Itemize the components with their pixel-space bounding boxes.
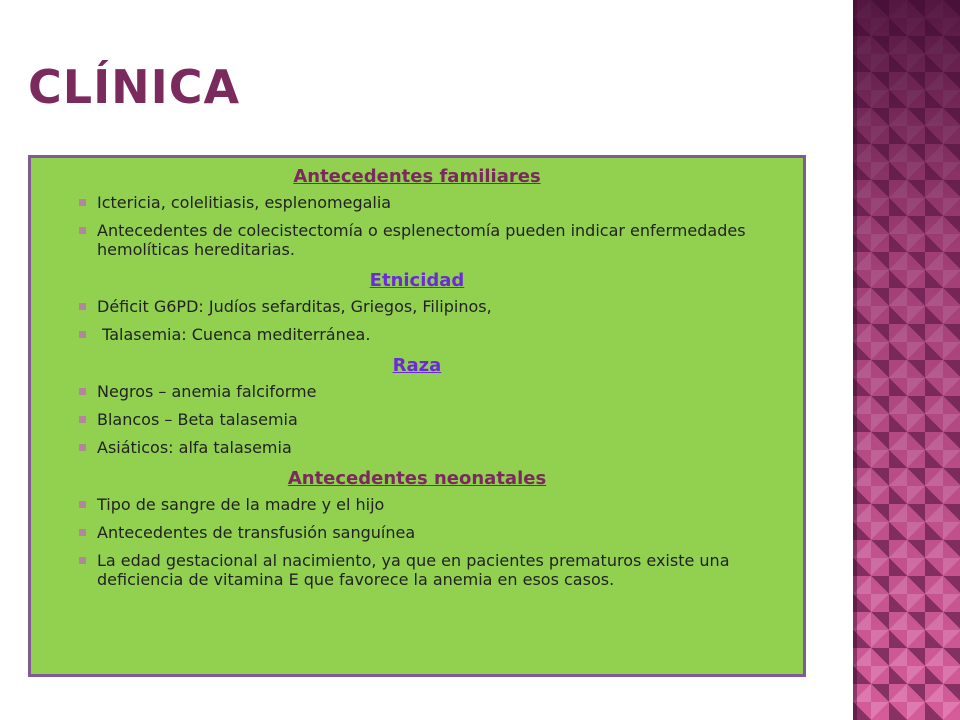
list-neonatales (51, 495, 783, 589)
list-etnicidad (51, 297, 783, 344)
list-item: Antecedentes de colecistectomía o esplenectomía pueden indicar enfermedades hemolíticas hereditarias. (51, 221, 783, 259)
slide-title: CLÍNICA (28, 60, 241, 114)
list-item: Déficit G6PD: Judíos sefarditas, Griegos, Filipinos, (51, 297, 783, 316)
content-box (28, 155, 806, 677)
section-heading-raza: Raza (392, 355, 442, 376)
list-item: Antecedentes de transfusión sanguínea (51, 523, 783, 542)
list-item: Negros – anemia falciforme (51, 382, 783, 401)
square-bullet-icon (79, 557, 86, 564)
square-bullet-icon (79, 227, 86, 234)
square-bullet-icon (79, 444, 86, 451)
list-item: Tipo de sangre de la madre y el hijo (51, 495, 783, 514)
section-heading-etnicidad: Etnicidad (369, 270, 465, 291)
square-bullet-icon (79, 501, 86, 508)
decorative-side-band (853, 0, 960, 720)
section-heading-familiares: Antecedentes familiares (293, 166, 541, 187)
square-bullet-icon (79, 303, 86, 310)
list-item: Ictericia, colelitiasis, esplenomegalia (51, 193, 783, 212)
section-heading-neonatales: Antecedentes neonatales (287, 468, 547, 489)
square-bullet-icon (79, 416, 86, 423)
square-bullet-icon (79, 199, 86, 206)
square-bullet-icon (79, 388, 86, 395)
list-familiares (51, 193, 783, 259)
list-raza (51, 382, 783, 457)
list-item: La edad gestacional al nacimiento, ya que en pacientes prematuros existe una deficiencia de vitamina E que favorece la anemia en esos casos. (51, 551, 783, 589)
side-band-edge (853, 0, 857, 720)
list-item: Blancos – Beta talasemia (51, 410, 783, 429)
list-item: Asiáticos: alfa talasemia (51, 438, 783, 457)
square-bullet-icon (79, 331, 86, 338)
list-item: Talasemia: Cuenca mediterránea. (51, 325, 783, 344)
square-bullet-icon (79, 529, 86, 536)
